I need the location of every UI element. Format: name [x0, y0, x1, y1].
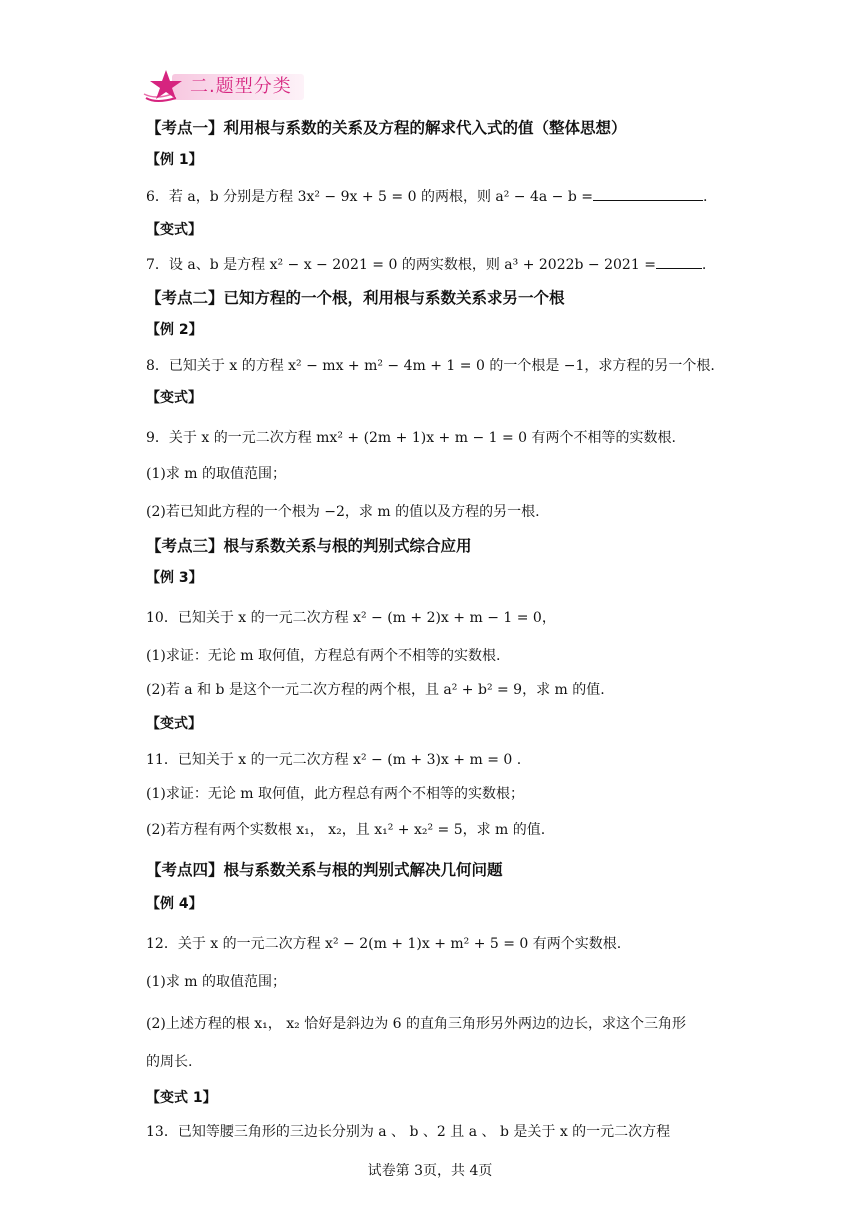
section-banner [142, 64, 312, 108]
question-11-part-1: (1)求证：无论 m 取何值，此方程总有两个不相等的实数根； [146, 786, 525, 802]
question-13: 13．已知等腰三角形的三边长分别为 a 、 b 、2 且 a 、 b 是关于 x 的一元二次方程 [146, 1124, 671, 1140]
variant-label: 【变式】 [146, 390, 202, 406]
question-12-part-2: (2)上述方程的根 x₁， x₂ 恰好是斜边为 6 的直角三角形另外两边的边长，求这个三角形 [146, 1016, 687, 1032]
topic-heading-2: 【考点二】已知方程的一个根，利用根与系数关系求另一个根 [146, 289, 565, 307]
question-6-text: 6．若 a，b 分别是方程 3x² − 9x + 5 = 0 的两根，则 a² − 4a − b = [146, 189, 594, 205]
variant-label: 【变式】 [146, 716, 202, 732]
example-label: 【例 3】 [146, 570, 203, 586]
question-11-part-2: (2)若方程有两个实数根 x₁， x₂，且 x₁² + x₂² = 5，求 m 的值. [146, 822, 546, 838]
question-6: 6．若 a，b 分别是方程 3x² − 9x + 5 = 0 的两根，则 a² − 4a − b = . [146, 186, 707, 207]
topic-heading-1: 【考点一】利用根与系数的关系及方程的解求代入式的值（整体思想） [146, 119, 627, 137]
question-12-part-1: (1)求 m 的取值范围； [146, 974, 287, 990]
question-12-part-2-continued: 的周长. [146, 1054, 193, 1070]
question-9-part-2: (2)若已知此方程的一个根为 −2，求 m 的值以及方程的另一根. [146, 504, 540, 520]
example-label: 【例 4】 [146, 896, 203, 912]
question-10-part-2: (2)若 a 和 b 是这个一元二次方程的两个根，且 a² + b² = 9，求 m 的值. [146, 682, 605, 698]
question-11: 11．已知关于 x 的一元二次方程 x² − (m + 3)x + m = 0 . [146, 752, 522, 768]
question-10: 10．已知关于 x 的一元二次方程 x² − (m + 2)x + m − 1 = 0， [146, 610, 556, 626]
section-title: 二.题型分类 [190, 76, 292, 97]
question-9-part-1: (1)求 m 的取值范围； [146, 466, 287, 482]
page-footer: 试卷第 3页，共 4页 [367, 1163, 493, 1179]
question-10-part-1: (1)求证：无论 m 取何值，方程总有两个不相等的实数根. [146, 648, 501, 664]
topic-heading-3: 【考点三】根与系数关系与根的判别式综合应用 [146, 537, 472, 555]
question-7-text: 7．设 a、b 是方程 x² − x − 2021 = 0 的两实数根，则 a³ + 2022b − 2021 = [146, 257, 656, 273]
topic-heading-4: 【考点四】根与系数关系与根的判别式解决几何问题 [146, 861, 503, 879]
question-9: 9．关于 x 的一元二次方程 mx² + (2m + 1)x + m − 1 = 0 有两个不相等的实数根. [146, 430, 676, 446]
question-7: 7．设 a、b 是方程 x² − x − 2021 = 0 的两实数根，则 a³ + 2022b − 2021 = . [146, 254, 706, 275]
question-8: 8．已知关于 x 的方程 x² − mx + m² − 4m + 1 = 0 的一个根是 −1，求方程的另一个根. [146, 358, 715, 374]
question-12: 12．关于 x 的一元二次方程 x² − 2(m + 1)x + m² + 5 = 0 有两个实数根. [146, 936, 622, 952]
answer-blank [656, 254, 702, 269]
answer-blank [593, 186, 703, 201]
variant-1-label: 【变式 1】 [146, 1090, 217, 1106]
star-icon [142, 64, 186, 108]
variant-label: 【变式】 [146, 222, 202, 238]
example-label: 【例 1】 [146, 152, 203, 168]
example-label: 【例 2】 [146, 322, 203, 338]
